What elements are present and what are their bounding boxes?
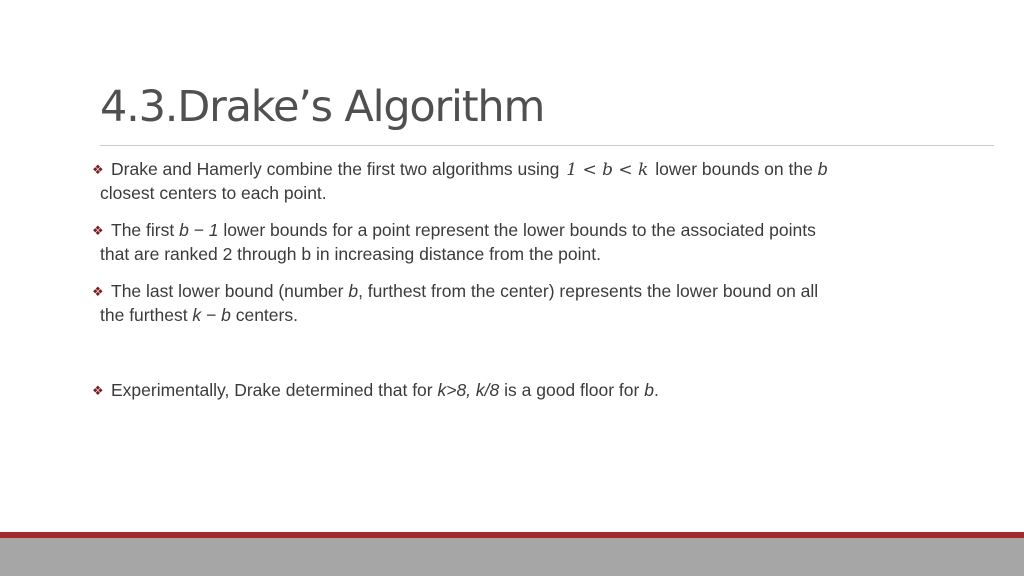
bullet-3-text: The last lower bound (number <box>111 281 349 301</box>
bullet-3-line-2 <box>92 304 942 327</box>
bullet-4-var-b: b <box>644 380 654 400</box>
bullet-item-3 <box>92 280 942 327</box>
bullet-1-math: 1 < b < k <box>566 160 649 180</box>
bullet-2-line-1 <box>92 219 942 243</box>
bullet-1-line-1 <box>92 158 942 182</box>
bullet-4-text: Experimentally, Drake determined that for <box>111 380 438 400</box>
footer-bar <box>0 538 1024 576</box>
diamond-bullet-icon: ❖ <box>92 224 104 239</box>
bullet-4-text-2: is a good floor for <box>499 380 645 400</box>
bullet-item-4 <box>92 379 942 403</box>
bullet-3-line-1 <box>92 280 942 304</box>
bullet-item-2 <box>92 219 942 266</box>
bullet-4-text-3: . <box>653 380 659 400</box>
diamond-bullet-icon: ❖ <box>92 384 104 399</box>
bullet-3-italic: k − b <box>192 305 231 325</box>
bullet-3-text-2: , furthest from the center) represents the lower bound on all <box>358 281 819 301</box>
bullet-item-1 <box>92 158 942 205</box>
diamond-bullet-icon: ❖ <box>92 163 104 178</box>
bullet-4-line-1 <box>92 379 942 403</box>
bullet-2-italic: b − 1 <box>179 220 219 240</box>
title-divider <box>100 145 994 146</box>
bullet-3-var-b: b <box>348 281 359 301</box>
bullet-4-italic: k>8, k/8 <box>437 380 500 400</box>
bullet-1-line-2: closest centers to each point. <box>100 183 327 203</box>
bullet-1-text-2: lower bounds on the <box>650 159 818 179</box>
bullet-2-text: The first <box>111 220 180 240</box>
diamond-bullet-icon: ❖ <box>92 285 104 300</box>
bullet-1-text: Drake and Hamerly combine the first two algorithms using <box>111 159 565 179</box>
bullet-2-line-2: that are ranked 2 through b in increasing distance from the point. <box>100 244 601 264</box>
slide-title: 4.3.Drake’s Algorithm <box>100 82 545 132</box>
bullet-1-var-b: b <box>817 159 828 179</box>
bullet-3-text-3: the furthest <box>100 305 193 325</box>
bullet-3-text-4: centers. <box>230 305 298 325</box>
bullet-2-text-2: lower bounds for a point represent the lower bounds to the associated points <box>218 220 816 240</box>
